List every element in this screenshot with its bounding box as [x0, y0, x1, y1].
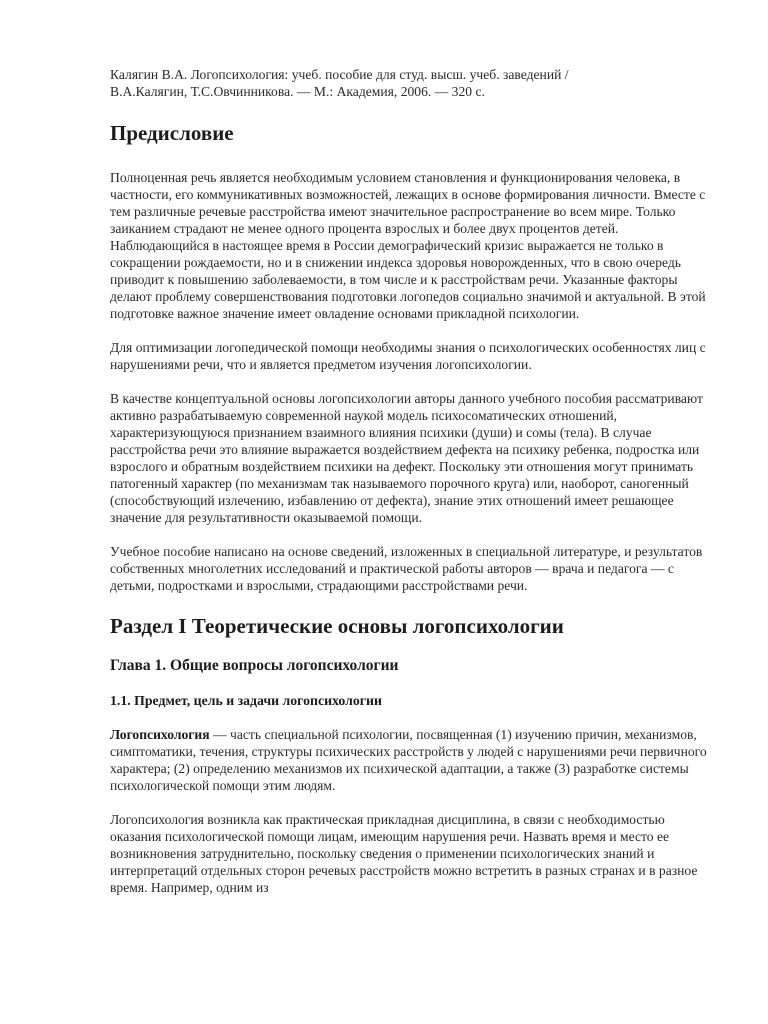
section-heading: Раздел I Теоретические основы логопсихологии: [110, 614, 564, 638]
definition-paragraph: [110, 726, 710, 794]
chapter-heading: Глава 1. Общие вопросы логопсихологии: [110, 657, 399, 674]
preface-paragraph-1: Полноценная речь является необходимым условием становления и функционирования человека, в частности, его коммуникативных возможностей, лежащих в основе формирования личности. Вместе с тем различные речевые расстройства имеют значительное распространение во всем мире. Только заиканием страдают не менее одного процента взрослых и более двух процентов детей. Наблюдающийся в настоящее время в России демографический кризис выражается не только в сокращении рождаемости, но и в снижении индекса здоровья новорожденных, что в свою очередь приводит к повышению заболеваемости, в том числе и к расстройствам речи. Указанные факторы делают проблему совершенствования подготовки логопедов социально значимой и актуальной. В этой подготовке важное значение имеет овладение основами прикладной психологии.: [110, 170, 706, 321]
definition-text: — часть специальной психологии, посвященная (1) изучению причин, механизмов, симптоматики, течения, структуры психических расстройств у людей с нарушениями речи первичного характера; (2) определению механизмов их психической адаптации, а также (3) разработке системы психологической помощи этим людям.: [110, 727, 707, 793]
citation-line-1: Калягин В.А. Логопсихология: учеб. пособие для студ. высш. учеб. заведений /: [110, 67, 569, 82]
preface-paragraph-3: В качестве концептуальной основы логопсихологии авторы данного учебного пособия рассматривают активно разрабатываемую современной наукой модель психосоматических отношений, характеризующуюся признанием взаимного влияния психики (души) и сомы (тела). В случае расстройства речи это влияние выражается воздействием дефекта на психику ребенка, подростка или взрослого и обратным воздействием психики на дефект. Поскольку эти отношения могут принимать патогенный характер (по механизмам так называемого порочного круга) или, наоборот, саногенный (способствующий излечению, избавлению от дефекта), знание этих отношений имеет решающее значение для результативности оказываемой помощи.: [110, 391, 703, 525]
definition-term: Логопсихология: [110, 727, 210, 742]
preface-heading: Предисловие: [110, 121, 234, 145]
document-content: [110, 66, 710, 913]
body-paragraph: Логопсихология возникла как практическая прикладная дисциплина, в связи с необходимостью оказания психологической помощи лицам, имеющим нарушения речи. Назвать время и место ее возникновения затруднительно, поскольку сведения о применении психологических знаний и интерпретаций отдельных сторон речевых расстройств можно встретить в разных странах и в разное время. Например, одним из: [110, 812, 698, 895]
subsection-heading: 1.1. Предмет, цель и задачи логопсихологии: [110, 693, 382, 708]
preface-paragraph-2: Для оптимизации логопедической помощи необходимы знания о психологических особенностях лиц с нарушениями речи, что и является предметом изучения логопсихологии.: [110, 340, 706, 372]
citation-line-2: В.А.Калягин, Т.С.Овчинникова. — М.: Академия, 2006. — 320 с.: [110, 84, 485, 99]
bibliographic-citation: [110, 66, 710, 100]
preface-paragraph-4: Учебное пособие написано на основе сведений, изложенных в специальной литературе, и результатов собственных многолетних исследований и практической работы авторов — врача и педагога — с детьми, подростками и взрослыми, страдающими расстройствами речи.: [110, 544, 703, 593]
